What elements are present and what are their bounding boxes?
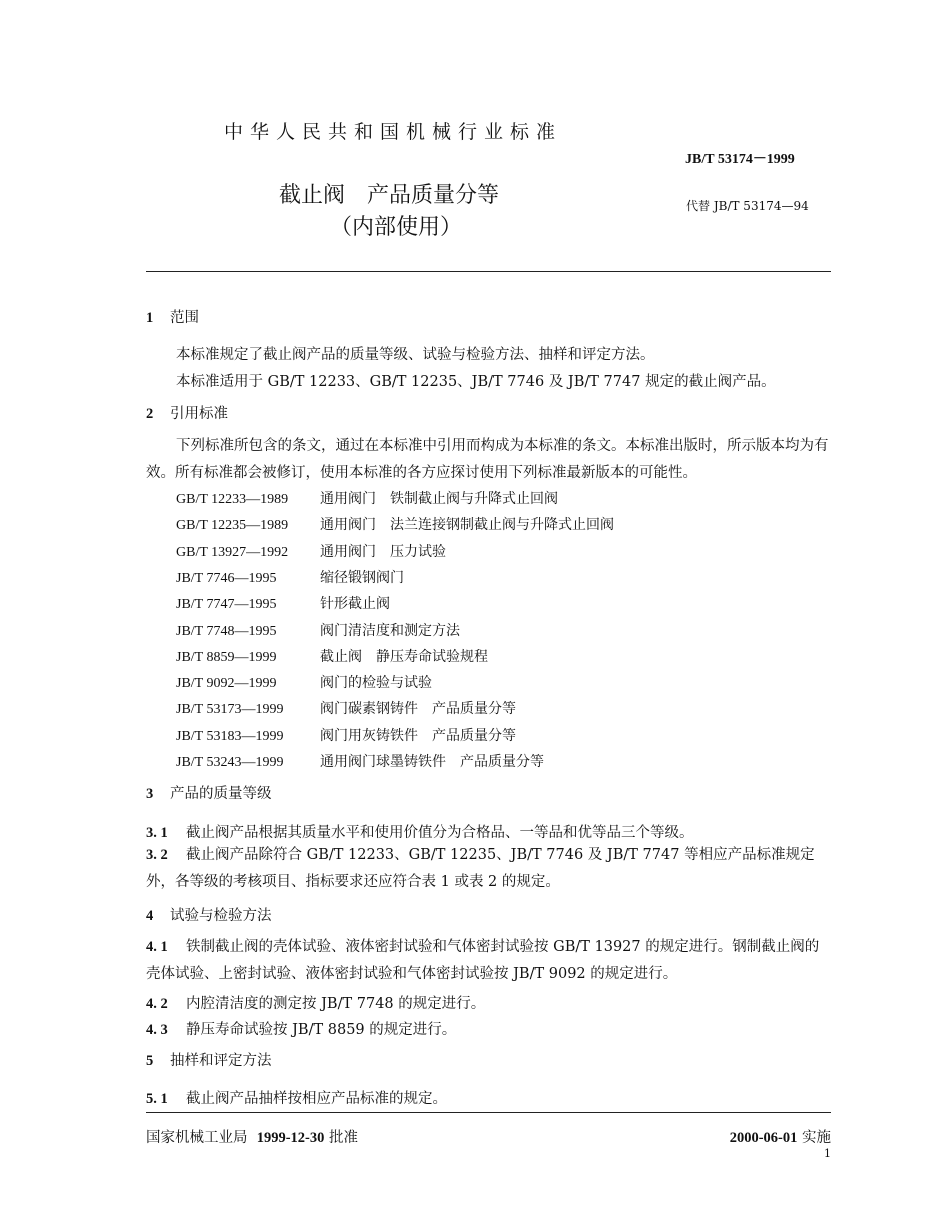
reference-title: 通用阀门球墨铸铁件 产品质量分等 — [320, 754, 544, 770]
reference-item — [176, 725, 516, 745]
paragraph: 本标准适用于 GB/T 12233、GB/T 12235、JB/T 7746 及 JB/T 7747 规定的截止阀产品。 — [176, 374, 776, 390]
effective-line: 2000-06-01 实施 — [729, 1130, 831, 1146]
reference-item — [176, 567, 404, 587]
clause: 4. 2 内腔清洁度的测定按 JB/T 7748 的规定进行。 — [146, 996, 486, 1012]
section-heading: 5 抽样和评定方法 — [146, 1053, 272, 1069]
header-divider — [146, 271, 831, 272]
reference-code: JB/T 7747—1995 — [176, 597, 277, 613]
reference-item — [176, 488, 558, 508]
reference-title: 通用阀门 铁制截止阀与升降式止回阀 — [320, 491, 558, 507]
reference-code: JB/T 53173—1999 — [176, 702, 284, 718]
reference-title: 截止阀 静压寿命试验规程 — [320, 648, 488, 665]
reference-code: GB/T 12235—1989 — [176, 518, 289, 534]
document-subtitle: （内部使用） — [330, 215, 463, 240]
reference-code: GB/T 13927—1992 — [176, 544, 289, 560]
clause: 5. 1 截止阀产品抽样按相应产品标准的规定。 — [146, 1091, 447, 1107]
clause: 3. 2 截止阀产品除符合 GB/T 12233、GB/T 12235、JB/T 7746 及 JB/T 7747 等相应产品标准规定外，各等级的考核项目、指标要求还应符合表 1 或表 2 的规定。 — [146, 847, 815, 890]
section-heading: 1 范围 — [146, 310, 199, 326]
reference-item — [176, 541, 446, 561]
paragraph: 本标准规定了截止阀产品的质量等级、试验与检验方法、抽样和评定方法。 — [176, 347, 655, 363]
reference-code: JB/T 53183—1999 — [176, 728, 284, 744]
standard-code: JB/T 53174－1999 — [685, 152, 795, 167]
reference-code: JB/T 8859—1999 — [176, 649, 277, 665]
reference-title: 阀门碳素钢铸件 产品质量分等 — [320, 701, 516, 718]
reference-title: 通用阀门 压力试验 — [320, 543, 446, 560]
paragraph: 下列标准所包含的条文，通过在本标准中引用而构成为本标准的条文。本标准出版时，所示版本均为有效。所有标准都会被修订，使用本标准的各方应探讨使用下列标准最新版本的可能性。 — [146, 438, 829, 481]
section-heading: 4 试验与检验方法 — [146, 908, 272, 924]
clause: 4. 1 铁制截止阀的壳体试验、液体密封试验和气体密封试验按 GB/T 13927 的规定进行。钢制截止阀的壳体试验、上密封试验、液体密封试验和气体密封试验按 JB/T 9092 的规定进行。 — [146, 939, 820, 982]
reference-item — [176, 751, 544, 771]
reference-title: 阀门的检验与试验 — [320, 675, 432, 692]
reference-code: JB/T 7746—1995 — [176, 570, 277, 586]
reference-title: 阀门用灰铸铁件 产品质量分等 — [320, 727, 516, 744]
clause: 3. 1 截止阀产品根据其质量水平和使用价值分为合格品、一等品和优等品三个等级。 — [146, 825, 694, 841]
section-heading: 3 产品的质量等级 — [146, 786, 272, 802]
replaces-note: 代替 JB/T 53174—94 — [686, 199, 809, 213]
reference-code: JB/T 7748—1995 — [176, 623, 277, 639]
reference-title: 通用阀门 法兰连接钢制截止阀与升降式止回阀 — [320, 517, 614, 534]
reference-item — [176, 593, 390, 613]
approval-line: 国家机械工业局 1999-12-30 批准 — [146, 1130, 358, 1146]
reference-code: GB/T 12233—1989 — [176, 492, 289, 507]
page-number: 1 — [824, 1147, 831, 1160]
country-standard-title: 中华人民共和国机械行业标准 — [224, 121, 563, 143]
reference-code: JB/T 53243—1999 — [176, 755, 284, 770]
reference-title: 阀门清洁度和测定方法 — [320, 622, 460, 639]
document-title: 截止阀 产品质量分等 — [279, 183, 500, 208]
footer-divider — [146, 1112, 831, 1113]
section-heading: 2 引用标准 — [146, 406, 228, 422]
reference-code: JB/T 9092—1999 — [176, 676, 277, 692]
reference-item — [176, 514, 614, 534]
clause: 4. 3 静压寿命试验按 JB/T 8859 的规定进行。 — [146, 1022, 457, 1038]
reference-item — [176, 646, 488, 666]
reference-item — [176, 698, 516, 718]
reference-title: 缩径锻钢阀门 — [320, 569, 404, 586]
reference-item — [176, 620, 460, 640]
reference-item — [176, 672, 432, 692]
reference-title: 针形截止阀 — [320, 596, 390, 613]
